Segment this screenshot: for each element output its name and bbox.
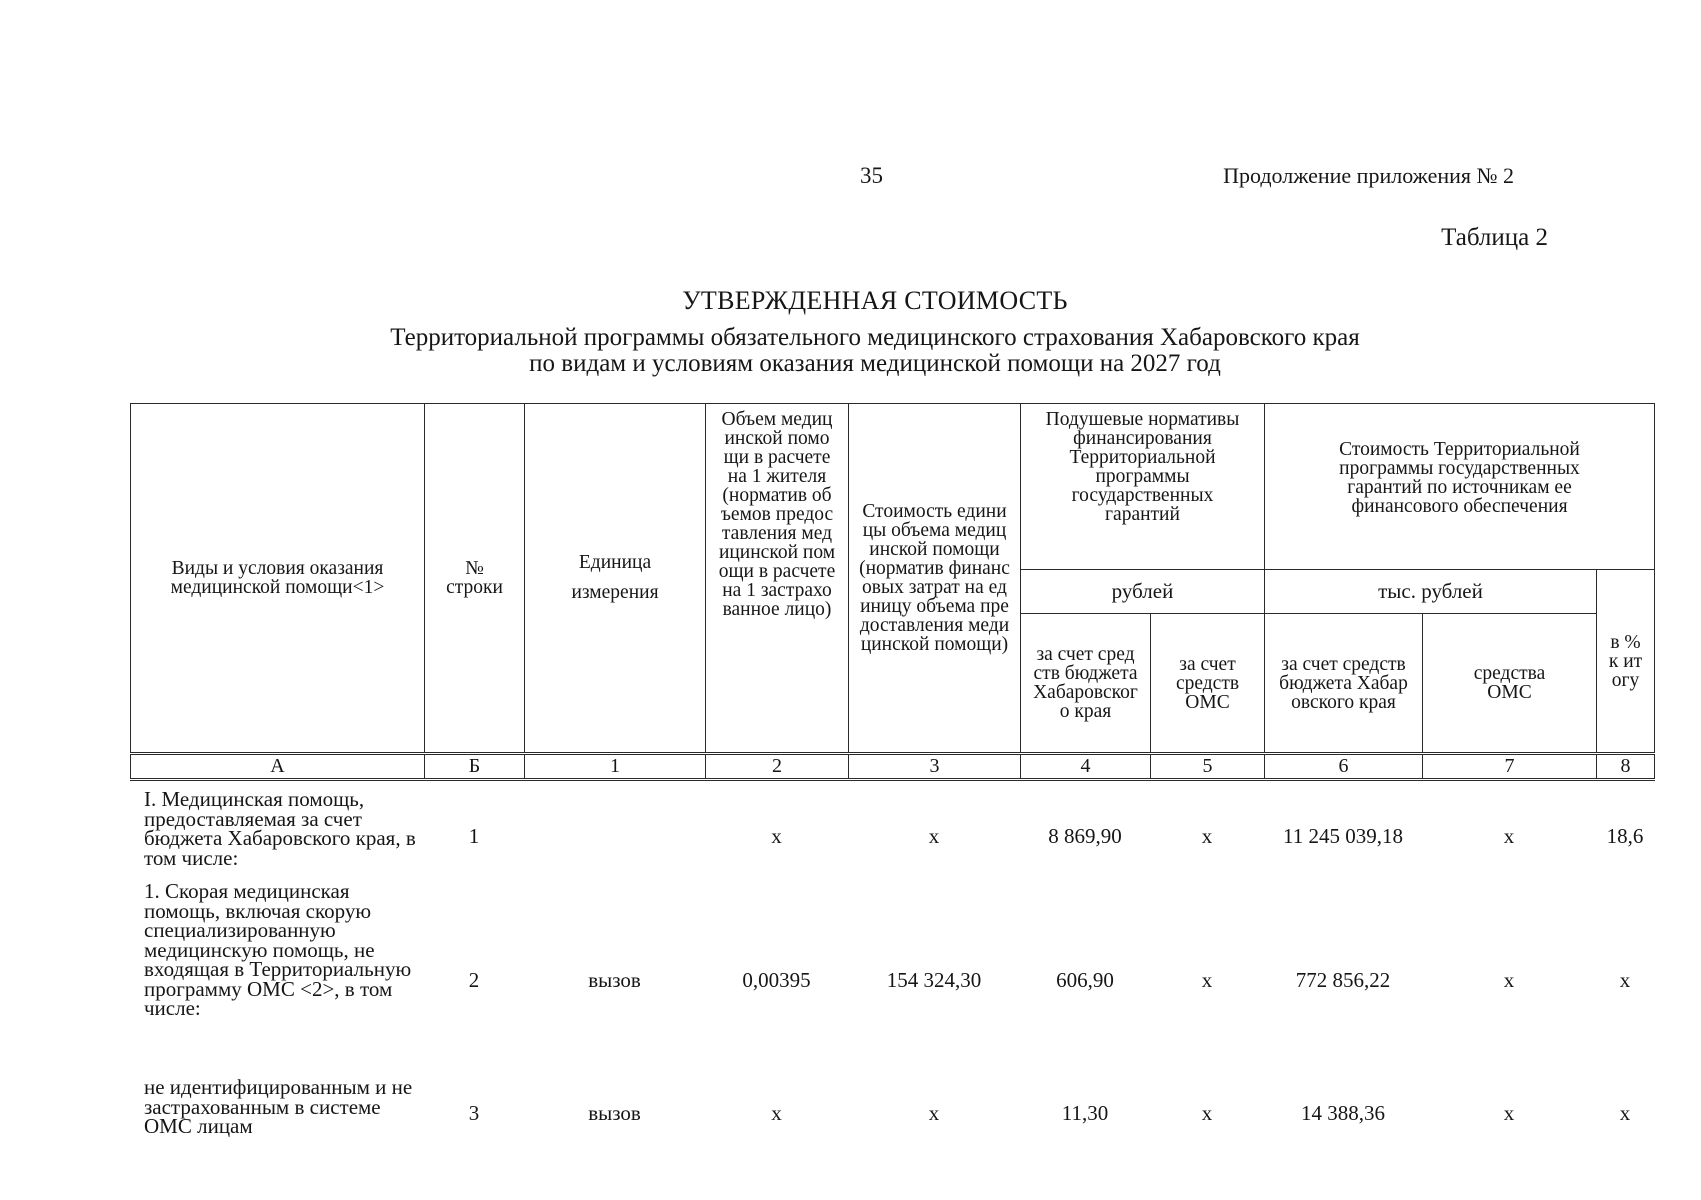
row-oms-thousand: х	[1503, 1101, 1515, 1125]
row-budget-rubles: 8 869,90	[1048, 824, 1122, 848]
row-percent: х	[1619, 968, 1631, 992]
continuation-note: Продолжение приложения № 2	[1223, 163, 1514, 188]
row-oms-rubles: х	[1201, 824, 1213, 848]
table-row	[130, 790, 1654, 882]
row-description: I. Медицинская помощь, предоставляемая за счет бюджета Хабаровского края, в том числе:	[144, 787, 416, 870]
subtitle-line-1: Территориальной программы обязательного медицинского страхования Хабаровского края	[390, 324, 1360, 351]
row-volume: х	[771, 824, 782, 848]
table-row	[130, 1078, 1654, 1148]
row-oms-rubles: х	[1201, 1101, 1213, 1125]
row-number: 3	[468, 1101, 480, 1125]
header-oms-thousand: средства ОМС	[1423, 614, 1597, 754]
letter-cell: 5	[1151, 754, 1265, 780]
subtitle-line-2: по видам и условиям оказания медицинской помощи на 2027 год	[529, 350, 1221, 377]
header-row-number: № строки	[425, 404, 525, 754]
header-unit-rubles: рублей	[1021, 570, 1265, 614]
letter-cell: 1	[525, 754, 706, 780]
letter-cell: 6	[1265, 754, 1423, 780]
document-subtitle	[0, 325, 1701, 377]
table-header	[130, 403, 1655, 781]
row-description: не идентифицированным и не застрахованным в системе ОМС лицам	[144, 1075, 413, 1138]
table-body	[130, 787, 1654, 1148]
header-percent: в % к итогу	[1597, 570, 1655, 754]
header-total-cost: Стоимость Территориальной программы государственных гарантий по источникам ее финансового обеспечения	[1265, 404, 1655, 570]
row-budget-thousand: 11 245 039,18	[1283, 824, 1403, 848]
page-number: 35	[860, 163, 883, 188]
letter-cell: 3	[849, 754, 1021, 780]
row-description: 1. Скорая медицинская помощь, включая скорую специализированную медицинскую помощь, не входящая в Территориальную программу ОМС <2>, в том числе:	[144, 879, 412, 1020]
letter-cell: 7	[1423, 754, 1597, 780]
letter-cell: А	[131, 754, 425, 780]
row-number: 1	[468, 824, 480, 848]
header-budget-thousand: за счет средств бюджета Хабаровского края	[1265, 614, 1423, 754]
row-number: 2	[468, 968, 480, 992]
row-percent: х	[1619, 1101, 1631, 1125]
row-volume: 0,00395	[742, 968, 811, 992]
row-oms-rubles: х	[1201, 968, 1213, 992]
row-unit	[524, 790, 705, 882]
row-oms-thousand: х	[1503, 968, 1515, 992]
row-budget-rubles: 11,30	[1061, 1101, 1109, 1125]
row-percent: 18,6	[1606, 824, 1644, 848]
row-budget-rubles: 606,90	[1056, 968, 1114, 992]
row-unit-cost: 154 324,30	[886, 968, 982, 992]
row-budget-thousand: 14 388,36	[1301, 1101, 1385, 1125]
document-title: УТВЕРЖДЕННАЯ СТОИМОСТЬ	[682, 286, 1068, 315]
header-unit: Единица измерения	[525, 404, 706, 754]
row-unit-cost: х	[928, 824, 940, 848]
row-unit-cost: х	[928, 1101, 940, 1125]
row-unit: вызов	[588, 1101, 641, 1125]
header-oms-rubles: за счет средств ОМС	[1151, 614, 1265, 754]
header-budget-rubles: за счет средств бюджета Хабаровского края	[1021, 614, 1151, 754]
table-row	[130, 882, 1654, 1078]
header-volume: Объем медицинской помощи в расчете на 1 жителя (норматив объемов предоставления медицинской помощи в расчете на 1 застрахованное лицо)	[706, 404, 849, 754]
column-letters-row	[131, 754, 1655, 780]
row-volume: х	[771, 1101, 782, 1125]
letter-cell: Б	[425, 754, 525, 780]
row-oms-thousand: х	[1503, 824, 1515, 848]
letter-cell: 8	[1597, 754, 1655, 780]
table-label: Таблица 2	[1441, 224, 1548, 251]
header-kind: Виды и условия оказания медицинской помощи<1>	[131, 404, 425, 754]
header-unit-thousand-rubles: тыс. рублей	[1265, 570, 1597, 614]
letter-cell: 4	[1021, 754, 1151, 780]
row-unit: вызов	[588, 968, 641, 992]
header-unit-cost: Стоимость единицы объема медицинской помощи (норматив финансовых затрат на единицу объема предоставления медицинской помощи)	[849, 404, 1021, 754]
letter-cell: 2	[706, 754, 849, 780]
row-budget-thousand: 772 856,22	[1295, 968, 1391, 992]
header-per-capita: Подушевые нормативы финансирования Территориальной программы государственных гарантий	[1021, 404, 1265, 570]
